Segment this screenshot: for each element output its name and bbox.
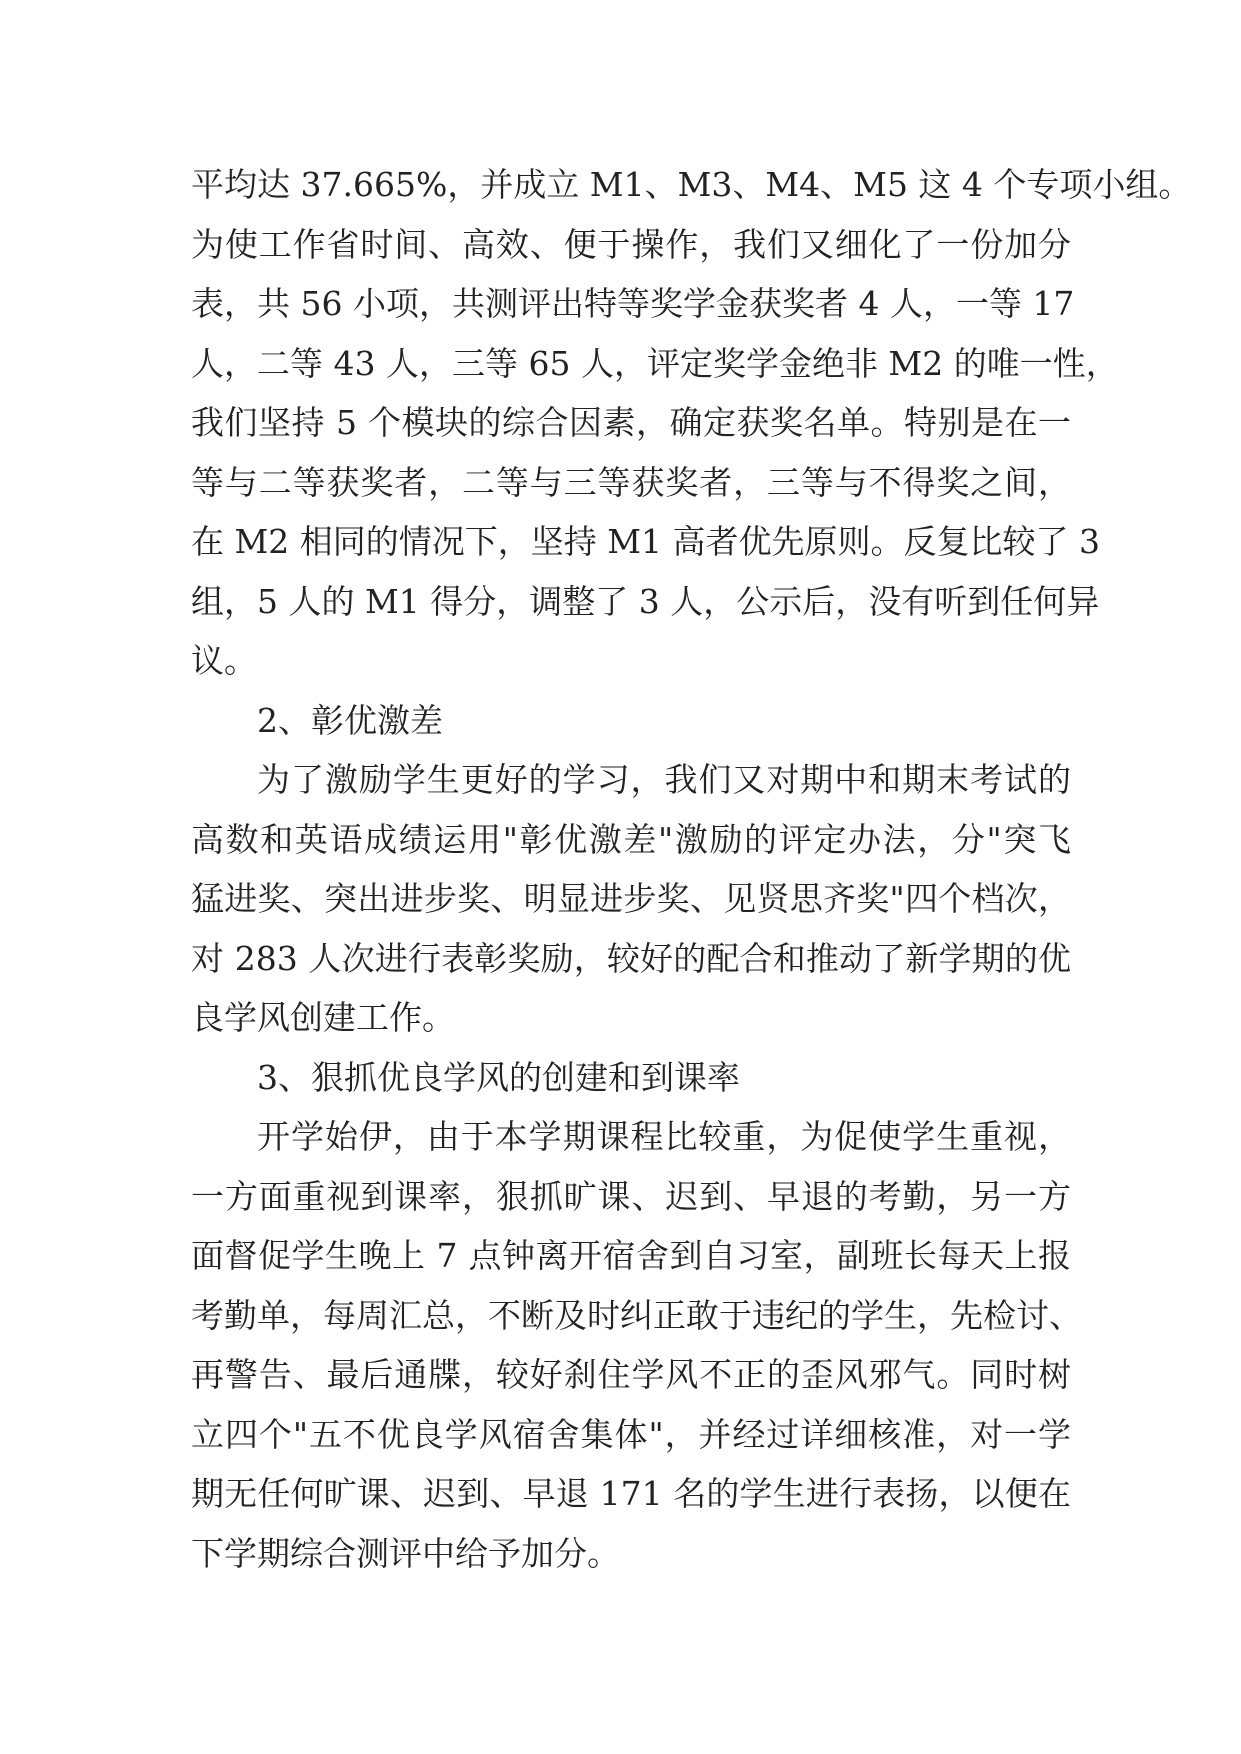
- paragraph-line: 面督促学生晚上 7 点钟离开宿舍到自习室，副班长每天上报: [191, 1236, 1071, 1275]
- paragraph-line: 开学始伊，由于本学期课程比较重，为促使学生重视，: [257, 1117, 1071, 1156]
- paragraph-line: 良学风创建工作。: [191, 998, 455, 1037]
- paragraph-line: 我们坚持 5 个模块的综合因素，确定获奖名单。特别是在一: [191, 403, 1071, 442]
- section-heading: 2、彰优激差: [257, 700, 443, 740]
- paragraph-line: 表，共 56 小项，共测评出特等奖学金获奖者 4 人，一等 17: [191, 284, 1075, 323]
- paragraph-line: 平均达 37.665%，并成立 M1、M3、M4、M5 这 4 个专项小组。: [191, 165, 1192, 204]
- paragraph-line: 议。: [191, 641, 257, 680]
- paragraph-line: 在 M2 相同的情况下，坚持 M1 高者优先原则。反复比较了 3: [191, 522, 1101, 561]
- paragraph-line: 为了激励学生更好的学习，我们又对期中和期末考试的: [257, 760, 1071, 799]
- paragraph-line: 为使工作省时间、高效、便于操作，我们又细化了一份加分: [191, 224, 1071, 264]
- paragraph-line: 再警告、最后通牒，较好刹住学风不正的歪风邪气。同时树: [191, 1355, 1071, 1394]
- paragraph-line: 组，5 人的 M1 得分，调整了 3 人，公示后，没有听到任何异: [191, 581, 1100, 621]
- paragraph-line: 下学期综合测评中给予加分。: [191, 1533, 620, 1573]
- paragraph-line: 人，二等 43 人，三等 65 人，评定奖学金绝非 M2 的唯一性，: [191, 343, 1119, 383]
- paragraph-line: 等与二等获奖者，二等与三等获奖者，三等与不得奖之间，: [191, 462, 1071, 502]
- paragraph-line: 一方面重视到课率，狠抓旷课、迟到、早退的考勤，另一方: [191, 1176, 1071, 1216]
- paragraph-line: 对 283 人次进行表彰奖励，较好的配合和推动了新学期的优: [191, 938, 1071, 978]
- paragraph-line: 期无任何旷课、迟到、早退 171 名的学生进行表扬，以便在: [191, 1474, 1071, 1513]
- section-heading: 3、狠抓优良学风的创建和到课率: [257, 1057, 740, 1097]
- document-body: [191, 155, 1192, 1583]
- paragraph-line: 高数和英语成绩运用"彰优激差"激励的评定办法，分"突飞: [191, 819, 1071, 859]
- paragraph-line: 立四个"五不优良学风宿舍集体"，并经过详细核准，对一学: [191, 1414, 1071, 1454]
- paragraph-line: 考勤单，每周汇总，不断及时纠正敢于违纪的学生，先检讨、: [191, 1295, 1082, 1335]
- paragraph-line: 猛进奖、突出进步奖、明显进步奖、见贤思齐奖"四个档次，: [191, 879, 1071, 918]
